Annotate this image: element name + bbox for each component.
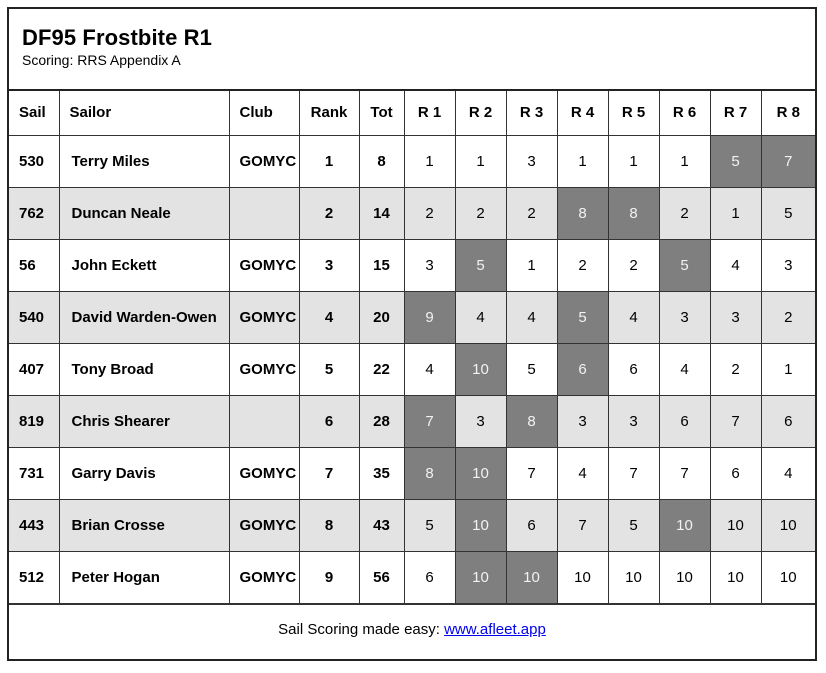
sail-number-cell: 819 [9,395,59,447]
sailor-name-cell: Chris Shearer [59,395,229,447]
club-cell: GOMYC [229,291,299,343]
race-2-score-cell: 1 [455,135,506,187]
race-8-score-cell: 6 [761,395,815,447]
race-6-score-cell: 7 [659,447,710,499]
race-4-score-cell: 6 [557,343,608,395]
race-6-score-cell: 10 [659,499,710,551]
total-cell: 43 [359,499,404,551]
results-sheet [7,7,817,661]
race-7-score-cell: 3 [710,291,761,343]
race-8-score-cell: 10 [761,551,815,603]
column-header-sailor: Sailor [59,91,229,135]
rank-cell: 1 [299,135,359,187]
column-header-total: Tot [359,91,404,135]
table-row [9,239,815,291]
race-7-score-cell: 10 [710,499,761,551]
results-body [9,135,815,603]
footer [9,604,815,655]
race-1-score-cell: 3 [404,239,455,291]
sail-number-cell: 762 [9,187,59,239]
race-3-score-cell: 3 [506,135,557,187]
sail-number-cell: 540 [9,291,59,343]
club-cell: GOMYC [229,239,299,291]
club-cell: GOMYC [229,135,299,187]
race-6-score-cell: 1 [659,135,710,187]
race-3-score-cell: 5 [506,343,557,395]
sail-number-cell: 530 [9,135,59,187]
race-6-score-cell: 5 [659,239,710,291]
race-7-score-cell: 4 [710,239,761,291]
sailor-name-cell: David Warden-Owen [59,291,229,343]
rank-cell: 3 [299,239,359,291]
race-2-score-cell: 2 [455,187,506,239]
race-5-score-cell: 10 [608,551,659,603]
race-6-score-cell: 4 [659,343,710,395]
race-5-score-cell: 8 [608,187,659,239]
table-header-row [9,91,815,135]
race-5-score-cell: 2 [608,239,659,291]
total-cell: 20 [359,291,404,343]
race-3-score-cell: 10 [506,551,557,603]
rank-cell: 2 [299,187,359,239]
race-5-score-cell: 6 [608,343,659,395]
race-7-score-cell: 1 [710,187,761,239]
race-5-score-cell: 7 [608,447,659,499]
rank-cell: 4 [299,291,359,343]
race-1-score-cell: 5 [404,499,455,551]
sail-number-cell: 443 [9,499,59,551]
race-8-score-cell: 4 [761,447,815,499]
race-1-score-cell: 2 [404,187,455,239]
race-2-score-cell: 3 [455,395,506,447]
table-row [9,291,815,343]
race-2-score-cell: 10 [455,551,506,603]
race-1-score-cell: 8 [404,447,455,499]
rank-cell: 5 [299,343,359,395]
club-cell [229,187,299,239]
total-cell: 14 [359,187,404,239]
footer-text: Sail Scoring made easy: [278,620,445,638]
race-3-score-cell: 6 [506,499,557,551]
total-cell: 8 [359,135,404,187]
race-4-score-cell: 4 [557,447,608,499]
rank-cell: 6 [299,395,359,447]
race-5-score-cell: 5 [608,499,659,551]
race-2-score-cell: 10 [455,343,506,395]
race-5-score-cell: 1 [608,135,659,187]
race-4-score-cell: 2 [557,239,608,291]
total-cell: 15 [359,239,404,291]
sailor-name-cell: Garry Davis [59,447,229,499]
race-2-score-cell: 10 [455,499,506,551]
sail-number-cell: 56 [9,239,59,291]
club-cell: GOMYC [229,447,299,499]
race-8-score-cell: 10 [761,499,815,551]
table-row [9,343,815,395]
club-cell: GOMYC [229,499,299,551]
race-8-score-cell: 3 [761,239,815,291]
table-row [9,551,815,603]
table-row [9,499,815,551]
rank-cell: 7 [299,447,359,499]
race-8-score-cell: 1 [761,343,815,395]
column-header-race-7: R 7 [710,91,761,135]
column-header-race-5: R 5 [608,91,659,135]
column-header-sail: Sail [9,91,59,135]
table-row [9,135,815,187]
race-7-score-cell: 10 [710,551,761,603]
race-4-score-cell: 3 [557,395,608,447]
race-1-score-cell: 7 [404,395,455,447]
race-4-score-cell: 10 [557,551,608,603]
rank-cell: 9 [299,551,359,603]
results-table [9,91,815,604]
page-title: DF95 Frostbite R1 [22,25,212,50]
race-3-score-cell: 4 [506,291,557,343]
race-4-score-cell: 1 [557,135,608,187]
race-8-score-cell: 5 [761,187,815,239]
column-header-club: Club [229,91,299,135]
sail-number-cell: 512 [9,551,59,603]
rank-cell: 8 [299,499,359,551]
club-cell [229,395,299,447]
afleet-link[interactable]: www.afleet.app [444,620,546,638]
table-row [9,395,815,447]
race-8-score-cell: 2 [761,291,815,343]
club-cell: GOMYC [229,551,299,603]
sailor-name-cell: Terry Miles [59,135,229,187]
race-4-score-cell: 7 [557,499,608,551]
race-3-score-cell: 7 [506,447,557,499]
race-2-score-cell: 10 [455,447,506,499]
race-7-score-cell: 2 [710,343,761,395]
race-1-score-cell: 4 [404,343,455,395]
race-6-score-cell: 10 [659,551,710,603]
total-cell: 22 [359,343,404,395]
column-header-race-3: R 3 [506,91,557,135]
column-header-race-4: R 4 [557,91,608,135]
total-cell: 56 [359,551,404,603]
table-row [9,447,815,499]
sailor-name-cell: Tony Broad [59,343,229,395]
race-8-score-cell: 7 [761,135,815,187]
race-7-score-cell: 6 [710,447,761,499]
race-2-score-cell: 5 [455,239,506,291]
race-6-score-cell: 2 [659,187,710,239]
sailor-name-cell: Peter Hogan [59,551,229,603]
column-header-race-6: R 6 [659,91,710,135]
club-cell: GOMYC [229,343,299,395]
race-6-score-cell: 3 [659,291,710,343]
sail-number-cell: 731 [9,447,59,499]
race-3-score-cell: 8 [506,395,557,447]
race-1-score-cell: 1 [404,135,455,187]
race-5-score-cell: 3 [608,395,659,447]
race-2-score-cell: 4 [455,291,506,343]
sailor-name-cell: John Eckett [59,239,229,291]
race-3-score-cell: 2 [506,187,557,239]
column-header-rank: Rank [299,91,359,135]
results-header [9,9,815,91]
race-7-score-cell: 5 [710,135,761,187]
race-1-score-cell: 6 [404,551,455,603]
race-5-score-cell: 4 [608,291,659,343]
race-6-score-cell: 6 [659,395,710,447]
race-1-score-cell: 9 [404,291,455,343]
column-header-race-8: R 8 [761,91,815,135]
race-4-score-cell: 8 [557,187,608,239]
sailor-name-cell: Brian Crosse [59,499,229,551]
sail-number-cell: 407 [9,343,59,395]
column-header-race-2: R 2 [455,91,506,135]
race-7-score-cell: 7 [710,395,761,447]
column-header-race-1: R 1 [404,91,455,135]
sailor-name-cell: Duncan Neale [59,187,229,239]
table-row [9,187,815,239]
race-4-score-cell: 5 [557,291,608,343]
total-cell: 28 [359,395,404,447]
scoring-subtitle: Scoring: RRS Appendix A [22,52,181,68]
race-3-score-cell: 1 [506,239,557,291]
total-cell: 35 [359,447,404,499]
